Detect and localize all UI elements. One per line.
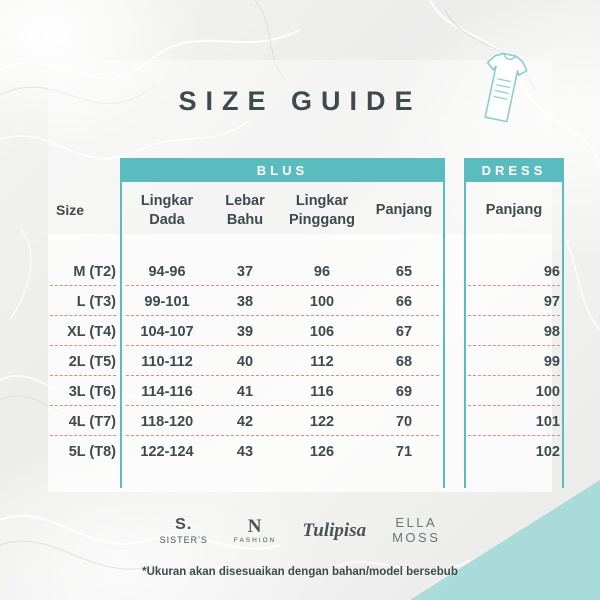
column-header-lebar-bahu-line1: Lebar bbox=[225, 193, 265, 209]
brand-logo-row bbox=[0, 516, 600, 546]
cell-lingkar-dada: 114-116 bbox=[141, 384, 193, 400]
table-row bbox=[0, 288, 600, 318]
column-header-size: Size bbox=[56, 202, 85, 218]
row-divider-mid bbox=[126, 375, 439, 376]
cell-lingkar-pinggang: 122 bbox=[309, 414, 335, 430]
column-header-lingkar-dada bbox=[126, 192, 208, 230]
brand-logo-tulipisa: Tulipisa bbox=[302, 519, 367, 541]
cell-lingkar-dada: 99-101 bbox=[144, 294, 190, 310]
section-header-dress: DRESS bbox=[464, 158, 564, 182]
cell-lingkar-pinggang: 100 bbox=[309, 294, 335, 310]
table-row bbox=[0, 408, 600, 438]
row-divider-mid bbox=[126, 345, 439, 346]
cell-panjang: 67 bbox=[395, 324, 413, 340]
footnote-text: *Ukuran akan disesuaikan dengan bahan/model bersebub bbox=[142, 566, 458, 578]
cell-size: 5L (T8) bbox=[68, 444, 116, 460]
row-divider-left bbox=[50, 435, 116, 436]
cell-lebar-bahu: 37 bbox=[236, 264, 254, 280]
brand-logo-sisters bbox=[160, 517, 208, 545]
brand-nfashion-name: FASHION bbox=[233, 537, 277, 545]
cell-lingkar-dada: 122-124 bbox=[140, 444, 194, 460]
cell-panjang: 66 bbox=[395, 294, 413, 310]
row-divider-mid bbox=[126, 315, 439, 316]
row-divider-right bbox=[468, 345, 560, 346]
brand-nfashion-initial: N bbox=[247, 516, 263, 538]
cell-size: M (T2) bbox=[73, 264, 116, 280]
cell-lingkar-pinggang: 96 bbox=[313, 264, 331, 280]
column-header-dress-panjang: Panjang bbox=[485, 202, 543, 218]
cell-size: L (T3) bbox=[76, 294, 116, 310]
table-row bbox=[0, 438, 600, 468]
row-divider-mid bbox=[126, 435, 439, 436]
column-header-lebar-bahu bbox=[209, 192, 281, 230]
cell-panjang: 70 bbox=[395, 414, 413, 430]
cell-lebar-bahu: 38 bbox=[236, 294, 254, 310]
cell-lebar-bahu: 42 bbox=[236, 414, 254, 430]
cell-lingkar-pinggang: 112 bbox=[310, 354, 334, 370]
table-row bbox=[0, 258, 600, 288]
brand-sisters-name: SISTER'S bbox=[159, 534, 208, 545]
cell-lebar-bahu: 43 bbox=[236, 444, 254, 460]
column-header-lingkar-pinggang bbox=[280, 192, 364, 230]
brand-ella-line1: ELLA bbox=[395, 515, 438, 530]
cell-lebar-bahu: 39 bbox=[236, 324, 254, 340]
column-header-lingkar-pinggang-line1: Lingkar bbox=[295, 193, 349, 209]
row-divider-right bbox=[468, 405, 560, 406]
brand-logo-nfashion bbox=[234, 517, 277, 545]
cell-lingkar-pinggang: 116 bbox=[310, 384, 334, 400]
brand-logo-ellamoss bbox=[392, 516, 440, 546]
cell-panjang: 65 bbox=[395, 264, 413, 280]
brand-sisters-initial: S. bbox=[175, 515, 193, 533]
cell-dress-panjang: 99 bbox=[543, 354, 560, 370]
cell-lingkar-dada: 110-112 bbox=[141, 354, 193, 370]
table-row bbox=[0, 378, 600, 408]
row-divider-left bbox=[50, 375, 116, 376]
column-header-panjang: Panjang bbox=[375, 202, 433, 218]
cell-dress-panjang: 98 bbox=[543, 324, 560, 340]
row-divider-right bbox=[468, 285, 560, 286]
cell-lingkar-dada: 94-96 bbox=[148, 264, 186, 280]
cell-panjang: 68 bbox=[395, 354, 413, 370]
column-header-lingkar-dada-line1: Lingkar bbox=[140, 193, 194, 209]
cell-size: 2L (T5) bbox=[68, 354, 116, 370]
row-divider-left bbox=[50, 285, 116, 286]
cell-lingkar-dada: 118-120 bbox=[140, 414, 194, 430]
cell-lebar-bahu: 40 bbox=[236, 354, 254, 370]
row-divider-left bbox=[50, 345, 116, 346]
cell-dress-panjang: 100 bbox=[535, 384, 560, 400]
row-divider-right bbox=[468, 315, 560, 316]
cell-lingkar-dada: 104-107 bbox=[140, 324, 194, 340]
row-divider-right bbox=[468, 375, 560, 376]
table-row bbox=[0, 348, 600, 378]
cell-lebar-bahu: 41 bbox=[236, 384, 254, 400]
cell-lingkar-pinggang: 126 bbox=[309, 444, 335, 460]
cell-dress-panjang: 96 bbox=[543, 264, 560, 280]
cell-dress-panjang: 97 bbox=[543, 294, 560, 310]
brand-ella-line2: MOSS bbox=[392, 529, 441, 545]
page-title: SIZE GUIDE bbox=[178, 86, 422, 116]
row-divider-left bbox=[50, 405, 116, 406]
row-divider-right bbox=[468, 435, 560, 436]
row-divider-mid bbox=[126, 285, 439, 286]
cell-size: 3L (T6) bbox=[68, 384, 116, 400]
cell-panjang: 71 bbox=[395, 444, 413, 460]
column-header-lebar-bahu-line2: Bahu bbox=[226, 212, 264, 228]
table-row bbox=[0, 318, 600, 348]
cell-size: XL (T4) bbox=[67, 324, 116, 340]
row-divider-mid bbox=[126, 405, 439, 406]
section-header-blus: BLUS bbox=[120, 158, 445, 182]
cell-dress-panjang: 101 bbox=[535, 414, 560, 430]
column-header-lingkar-pinggang-line2: Pinggang bbox=[288, 212, 356, 228]
column-header-lingkar-dada-line2: Dada bbox=[149, 212, 185, 228]
cell-panjang: 69 bbox=[395, 384, 413, 400]
cell-dress-panjang: 102 bbox=[535, 444, 560, 460]
size-table-rows bbox=[0, 258, 600, 468]
row-divider-left bbox=[50, 315, 116, 316]
cell-lingkar-pinggang: 106 bbox=[309, 324, 335, 340]
cell-size: 4L (T7) bbox=[68, 414, 116, 430]
